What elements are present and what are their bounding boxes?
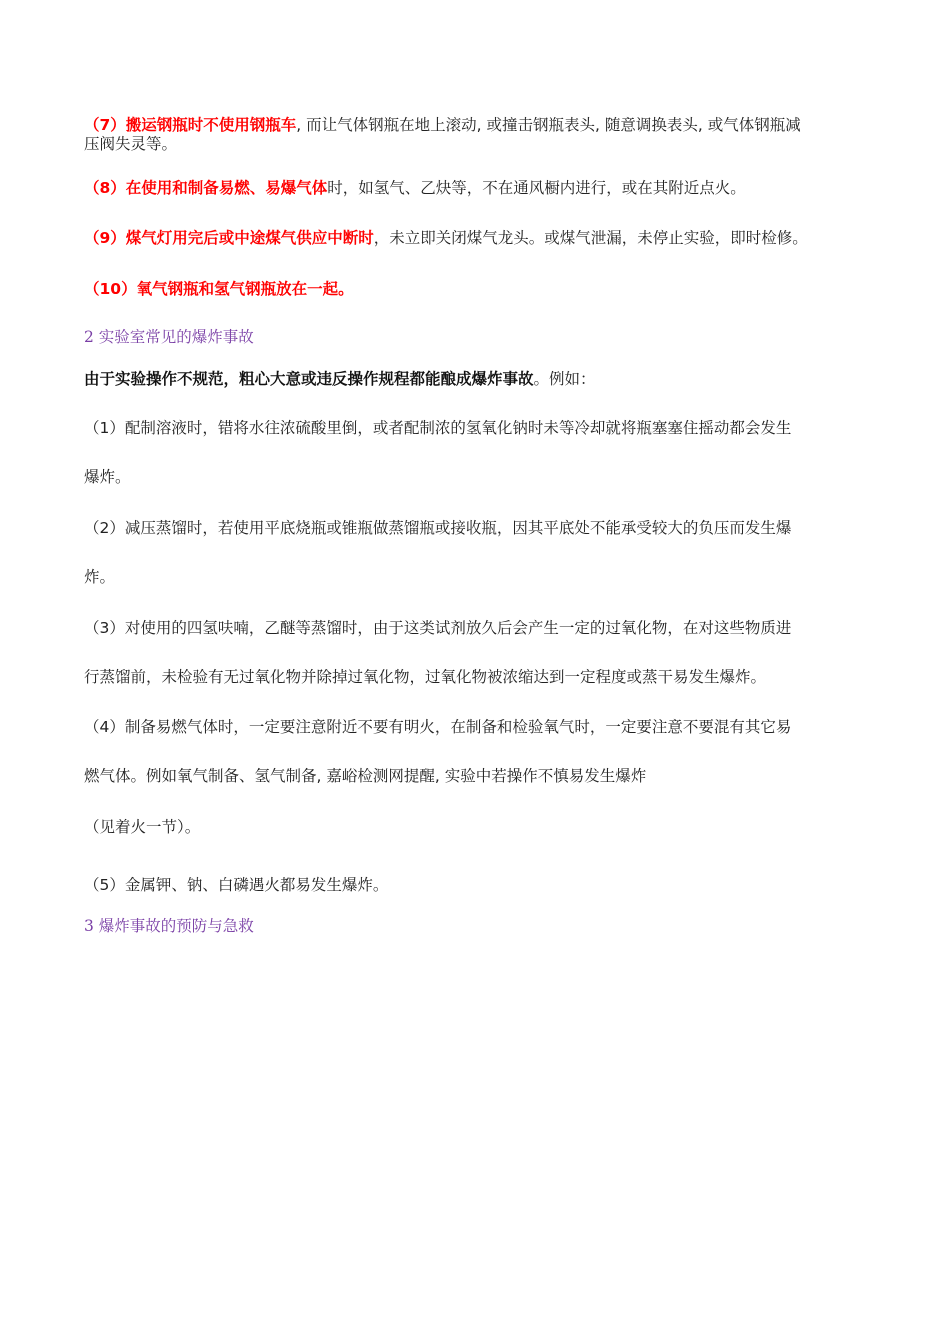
section-2-heading: 2 实验室常见的爆炸事故 xyxy=(84,328,254,346)
item-7-red-text: （7）搬运钢瓶时不使用钢瓶车 xyxy=(84,116,297,134)
paragraph-2-line1: （2）减压蒸馏时，若使用平底烧瓶或锥瓶做蒸馏瓶或接收瓶，因其平底处不能承受较大的负压而发生爆 xyxy=(84,519,792,537)
item-8 xyxy=(84,178,746,198)
item-9-red-text: （9）煤气灯用完后或中途煤气供应中断时 xyxy=(84,229,374,247)
paragraph-3-line2: 行蒸馏前，未检验有无过氧化物并除掉过氧化物，过氧化物被浓缩达到一定程度或蒸干易发生爆炸。 xyxy=(84,668,767,686)
item-9-rest-text: ，未立即关闭煤气龙头。或煤气泄漏，未停止实验，即时检修。 xyxy=(373,229,808,247)
paragraph-4-line3: （见着火一节）。 xyxy=(84,818,201,836)
paragraph-4-line1: （4）制备易燃气体时，一定要注意附近不要有明火，在制备和检验氧气时，一定要注意不要混有其它易 xyxy=(84,718,792,736)
item-10-red-text: （10）氧气钢瓶和氢气钢瓶放在一起。 xyxy=(84,280,354,298)
item-9 xyxy=(84,228,808,248)
item-7-line2: 压阀失灵等。 xyxy=(84,135,178,153)
paragraph-1-line1: （1）配制溶液时，错将水往浓硫酸里倒，或者配制浓的氢氧化钠时未等冷却就将瓶塞塞住摇动都会发生 xyxy=(84,419,792,437)
section-3-heading: 3 爆炸事故的预防与急救 xyxy=(84,917,254,935)
item-10 xyxy=(84,279,354,299)
paragraph-5-line1: （5）金属钾、钠、白磷遇火都易发生爆炸。 xyxy=(84,876,389,894)
item-7-rest-text: , 而让气体钢瓶在地上滚动, 或撞击钢瓶表头, 随意调换表头, 或气体钢瓶减 xyxy=(296,116,801,134)
paragraph-2-line2: 炸。 xyxy=(84,568,116,586)
item-8-red-text: （8）在使用和制备易燃、易爆气体 xyxy=(84,179,328,197)
paragraph-4-line2: 燃气体。例如氧气制备、氢气制备, 嘉峪检测网提醒, 实验中若操作不慎易发生爆炸 xyxy=(84,767,647,785)
item-8-rest-text: 时，如氢气、乙炔等，不在通风橱内进行，或在其附近点火。 xyxy=(327,179,746,197)
paragraph-3-line1: （3）对使用的四氢呋喃，乙醚等蒸馏时，由于这类试剂放久后会产生一定的过氧化物，在对这些物质进 xyxy=(84,619,792,637)
paragraph-1-line2: 爆炸。 xyxy=(84,468,131,486)
section-2-intro-rest: 。例如： xyxy=(533,370,596,388)
section-2-intro-bold: 由于实验操作不规范，粗心大意或违反操作规程都能酿成爆炸事故 xyxy=(84,370,534,388)
item-7-line1 xyxy=(84,115,801,135)
section-2-intro xyxy=(84,369,596,389)
